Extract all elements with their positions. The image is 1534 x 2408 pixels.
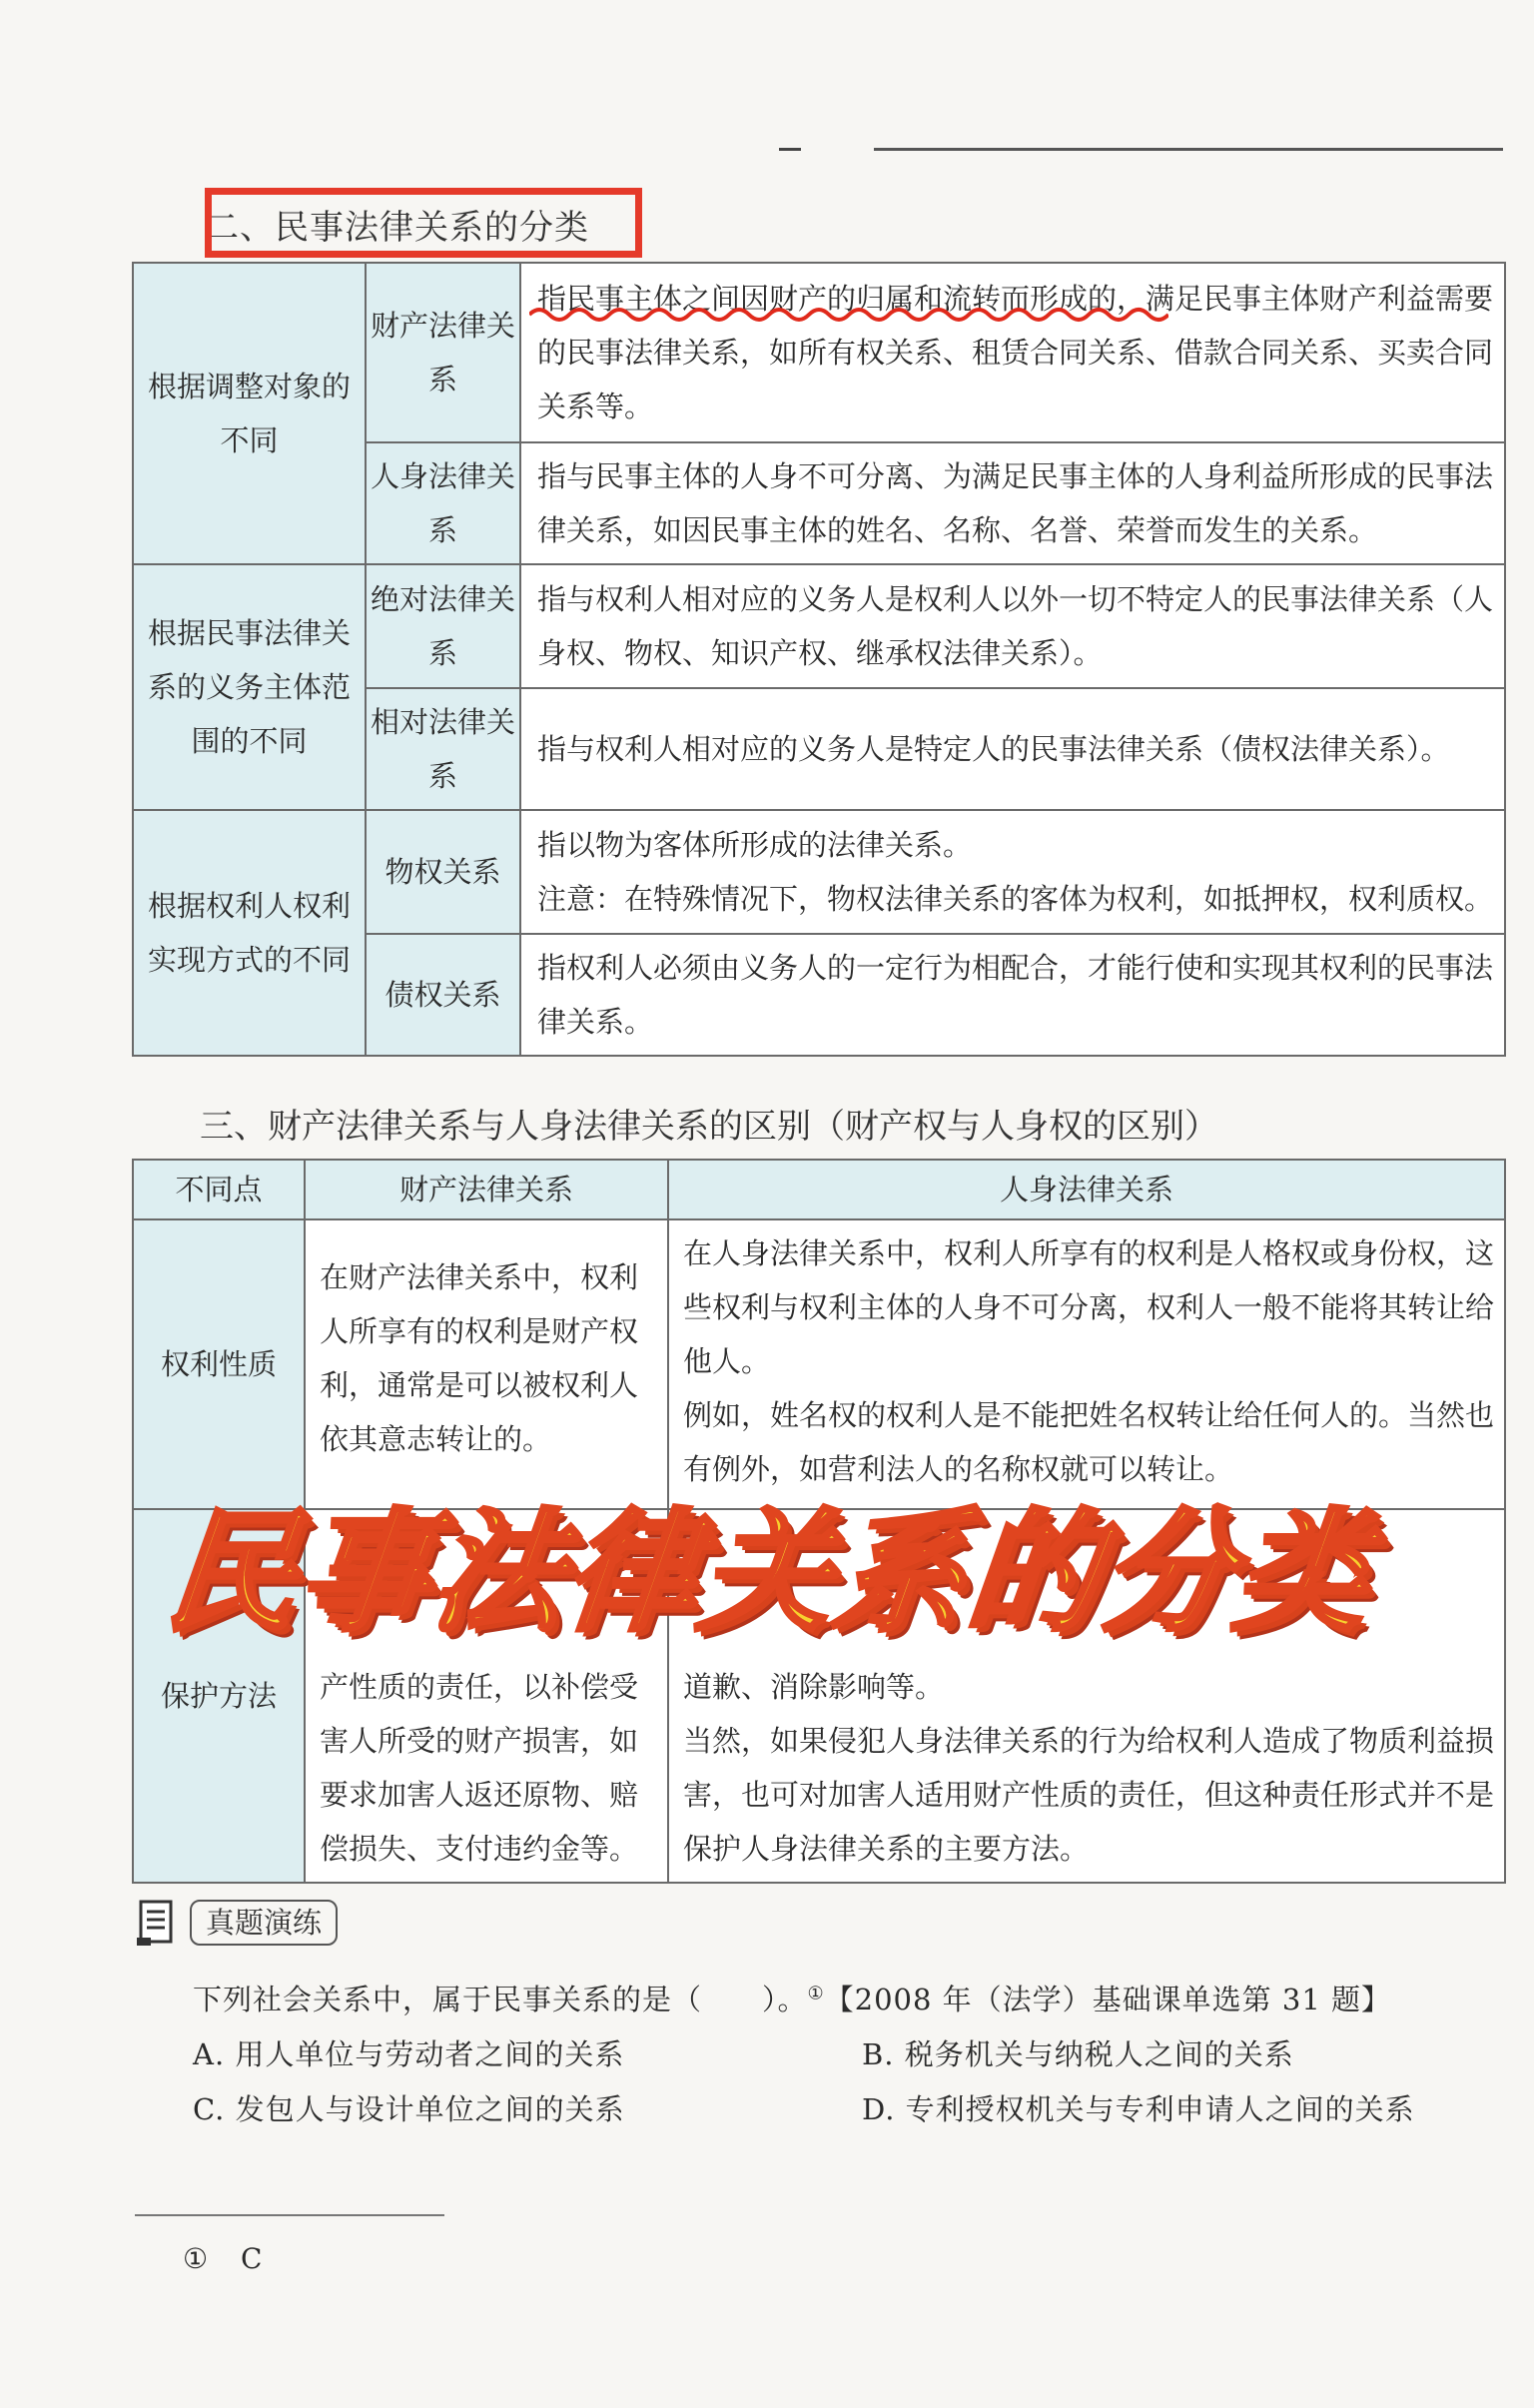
group-cell: 根据民事法律关系的义务主体范围的不同 [133, 564, 366, 810]
type-cell: 债权关系 [366, 934, 520, 1056]
document-icon [135, 1898, 179, 1948]
personal-example: 例如，姓名权的权利人是不能把姓名权转让给任何人的。当然也有例外，如营利法人的名称权就可以转让。 [683, 1398, 1495, 1486]
desc-text: 指以物为客体所形成的法律关系。 [537, 828, 973, 862]
option-c: C. 发包人与设计单位之间的关系 [193, 2092, 625, 2126]
table-row [133, 263, 1505, 442]
personal-text: 在人身法律关系中，权利人所享有的权利是人格权或身份权，这些权利与权利主体的人身不可分离，权利人一般不能将其转让给他人。 [683, 1236, 1495, 1378]
option-a: A. 用人单位与劳动者之间的关系 [193, 2037, 625, 2071]
header-rule [874, 148, 1503, 151]
desc-cell: 指民事主体之间因财产的归属和流转而形成的，满足民事主体财产利益需要的民事法律关系，如所有权关系、租赁合同关系、借款合同关系、买卖合同关系等。 [520, 263, 1505, 442]
table-row [133, 810, 1505, 934]
type-cell: 物权关系 [366, 810, 520, 934]
header-rule-short [779, 148, 801, 151]
desc-cell: 指与民事主体的人身不可分离、为满足民事主体的人身利益所形成的民事法律关系，如因民事主体的姓名、名称、名誉、荣誉而发生的关系。 [520, 442, 1505, 564]
classification-table [132, 262, 1506, 1057]
section-1-title: 二、民事法律关系的分类 [205, 208, 589, 248]
type-cell: 相对法律关系 [366, 688, 520, 810]
footnote-answer: C [241, 2242, 263, 2275]
desc-cell [520, 810, 1505, 934]
desc-cell: 指与权利人相对应的义务人是权利人以外一切不特定人的民事法律关系（人身权、物权、知识产权、继承权法律关系）。 [520, 564, 1505, 688]
point-cell: 权利性质 [133, 1219, 305, 1509]
desc-cell: 指与权利人相对应的义务人是特定人的民事法律关系（债权法律关系）。 [520, 688, 1505, 810]
column-header: 财产法律关系 [305, 1160, 668, 1219]
practice-label: 真题演练 [190, 1900, 338, 1946]
highlight-box [205, 188, 642, 258]
desc-cell: 指权利人必须由义务人的一定行为相配合，才能行使和实现其权利的民事法律关系。 [520, 934, 1505, 1056]
personal-text: 道歉、消除影响等。 [683, 1670, 945, 1704]
option-d: D. 专利授权机关与专利申请人之间的关系 [862, 2092, 1415, 2126]
option-b: B. 税务机关与纳税人之间的关系 [862, 2037, 1294, 2071]
overlay-title: 民事法律关系的分类 [157, 1496, 1378, 1650]
red-wavy-underline [529, 305, 1168, 325]
question-source: 【2008 年（法学）基础课单选第 31 题】 [824, 1983, 1392, 2016]
group-cell: 根据调整对象的不同 [133, 263, 366, 564]
property-cell: 在财产法律关系中，权利人所享有的权利是财产权利，通常是可以被权利人依其意志转让的。 [305, 1219, 668, 1509]
question-line [193, 1978, 1391, 2018]
point-cell: 保护方法 [133, 1509, 305, 1883]
type-cell: 财产法律关系 [366, 263, 520, 442]
type-cell: 绝对法律关系 [366, 564, 520, 688]
group-cell: 根据权利人权利实现方式的不同 [133, 810, 366, 1056]
table-header-row [133, 1160, 1505, 1219]
footnote-rule [135, 2214, 444, 2216]
section-3-title: 三、财产法律关系与人身法律关系的区别（财产权与人身权的区别） [200, 1107, 1218, 1147]
property-cell: 产性质的责任，以补偿受害人所受的财产损害，如要求加害人返还原物、赔偿损失、支付违约金等。 [305, 1509, 668, 1883]
footnote-mark: ① [807, 1983, 825, 2005]
column-header: 不同点 [133, 1160, 305, 1219]
footnote [183, 2242, 262, 2275]
question-text: 下列社会关系中，属于民事关系的是（ ）。 [193, 1983, 808, 2016]
footnote-mark: ① [183, 2242, 209, 2275]
type-cell: 人身法律关系 [366, 442, 520, 564]
column-header: 人身法律关系 [668, 1160, 1505, 1219]
note-text: 注意：在特殊情况下，物权法律关系的客体为权利，如抵押权，权利质权。 [537, 882, 1494, 916]
table-row [133, 564, 1505, 688]
personal-example: 当然，如果侵犯人身法律关系的行为给权利人造成了物质利益损害，也可对加害人适用财产性质的责任，但这种责任形式并不是保护人身法律关系的主要方法。 [683, 1724, 1495, 1866]
